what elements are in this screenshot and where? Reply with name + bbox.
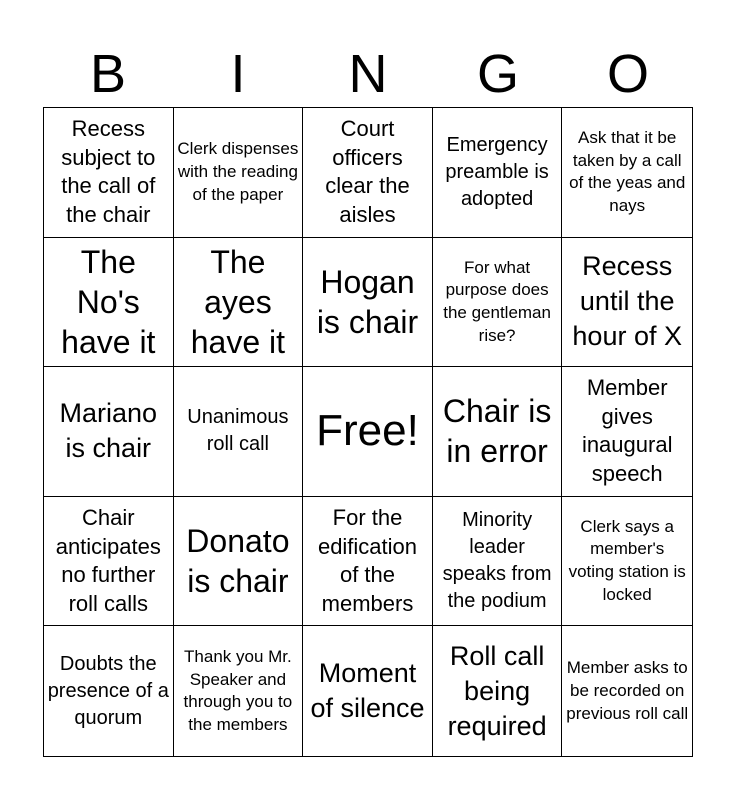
bingo-cell-r3c1[interactable]	[44, 367, 174, 497]
cell-text: Recess until the hour of X	[572, 251, 682, 352]
cell-text: Emergency preamble is adopted	[445, 133, 549, 210]
bingo-cell-r1c1[interactable]	[44, 108, 174, 238]
bingo-cell-r2c2[interactable]	[174, 238, 304, 368]
cell-text: Donato is chair	[186, 523, 290, 600]
cell-text: Recess subject to the call of the chair	[61, 116, 156, 227]
bingo-cell-r2c1[interactable]	[44, 238, 174, 368]
cell-text: For the edification of the members	[317, 504, 418, 616]
bingo-cell-r4c5[interactable]	[562, 497, 692, 627]
cell-text: Clerk says a member's voting station is locked	[568, 516, 686, 604]
cell-text: Mariano is chair	[59, 398, 158, 464]
bingo-cell-r1c4[interactable]	[433, 108, 563, 238]
bingo-cell-r1c3[interactable]	[303, 108, 433, 238]
cell-text: Minority leader speaks from the podium	[442, 509, 552, 613]
bingo-cell-r1c5[interactable]	[562, 108, 692, 238]
cell-text: For what purpose does the gentleman rise?	[443, 257, 551, 345]
header-letter-o: O	[606, 44, 649, 104]
cell-text: Chair is in error	[442, 393, 552, 470]
bingo-grid	[43, 107, 693, 757]
bingo-cell-r2c4[interactable]	[433, 238, 563, 368]
bingo-cell-r5c4[interactable]	[433, 626, 563, 756]
bingo-cell-r5c3[interactable]	[303, 626, 433, 756]
cell-text: Thank you Mr. Speaker and through you to the members	[183, 646, 293, 734]
free-space-label: Free!	[316, 406, 419, 456]
bingo-cell-r4c4[interactable]	[433, 497, 563, 627]
bingo-cell-r4c1[interactable]	[44, 497, 174, 627]
cell-text: Doubts the presence of a quorum	[47, 652, 169, 729]
bingo-cell-r2c5[interactable]	[562, 238, 692, 368]
cell-text: Hogan is chair	[316, 263, 419, 340]
bingo-cell-r4c2[interactable]	[174, 497, 304, 627]
bingo-cell-r5c1[interactable]	[44, 626, 174, 756]
bingo-cell-r3c4[interactable]	[433, 367, 563, 497]
header-letter-i: I	[230, 44, 246, 104]
header-letter-n: N	[348, 44, 388, 104]
bingo-cell-r3c3-free[interactable]	[303, 367, 433, 497]
header-letter-b: B	[89, 44, 127, 104]
cell-text: Member asks to be recorded on previous roll call	[566, 658, 689, 723]
bingo-header	[43, 40, 693, 108]
header-letter-g: G	[476, 44, 519, 104]
bingo-cell-r1c2[interactable]	[174, 108, 304, 238]
cell-text: Moment of silence	[310, 658, 425, 724]
bingo-cell-r3c2[interactable]	[174, 367, 304, 497]
bingo-cell-r4c3[interactable]	[303, 497, 433, 627]
bingo-cell-r2c3[interactable]	[303, 238, 433, 368]
cell-text: The ayes have it	[190, 243, 286, 360]
cell-text: Ask that it be taken by a call of the yeas and nays	[569, 128, 686, 215]
cell-text: Unanimous roll call	[187, 406, 289, 456]
bingo-cell-r5c2[interactable]	[174, 626, 304, 756]
cell-text: Court officers clear the aisles	[325, 116, 410, 227]
cell-text: Roll call being required	[447, 640, 547, 741]
cell-text: Chair anticipates no further roll calls	[55, 504, 161, 616]
bingo-cell-r3c5[interactable]	[562, 367, 692, 497]
bingo-cell-r5c5[interactable]	[562, 626, 692, 756]
cell-text: The No's have it	[61, 243, 156, 360]
cell-text: Member gives inaugural speech	[581, 375, 673, 487]
cell-text: Clerk dispenses with the reading of the paper	[177, 139, 299, 204]
